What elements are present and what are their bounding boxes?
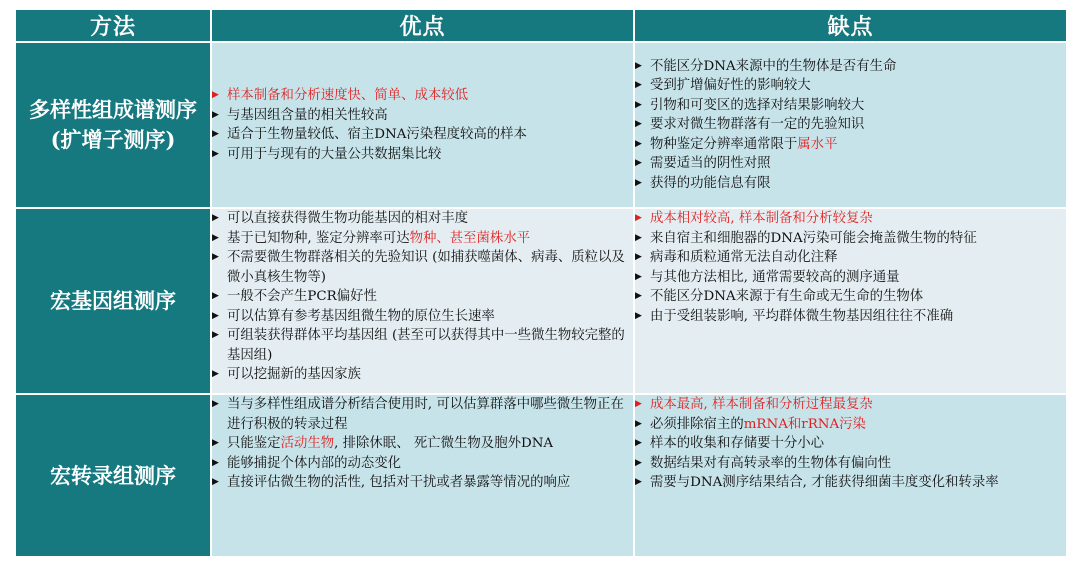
list-item: ▶ 直接评估微生物的活性, 包括对干扰或者暴露等情况的响应: [212, 473, 633, 493]
list-item: ▶ 样本制备和分析速度快、简单、成本较低: [212, 86, 633, 106]
list-item: ▶ 可以估算有参考基因组微生物的原位生长速率: [212, 307, 633, 327]
highlight-text: mRNA和rRNA污染: [743, 416, 866, 432]
list-item: ▶ 来自宿主和细胞器的DNA污染可能会掩盖微生物的特征: [635, 229, 1066, 249]
list-item: ▶ 必须排除宿主的mRNA和rRNA污染: [635, 415, 1066, 435]
list-item: ▶ 能够捕捉个体内部的动态变化: [212, 454, 633, 474]
method-cell: [15, 208, 211, 394]
pros-cell: [211, 394, 634, 557]
list-item: ▶ 可以挖掘新的基因家族: [212, 365, 633, 385]
list-item: ▶ 可组装获得群体平均基因组 (甚至可以获得其中一些微生物较完整的基因组): [212, 326, 633, 365]
highlight-text: 属水平: [797, 136, 838, 152]
list-item: ▶ 与基因组含量的相关性较高: [212, 106, 633, 126]
cons-list: [635, 395, 1066, 493]
method-cell: [15, 42, 211, 208]
pros-list: [212, 86, 633, 164]
list-item: ▶ 适合于生物量较低、宿主DNA污染程度较高的样本: [212, 125, 633, 145]
comparison-table: [14, 8, 1068, 558]
method-label: 宏基因组测序: [50, 288, 176, 313]
list-item: ▶ 受到扩增偏好性的影响较大: [635, 76, 1066, 96]
row-amplicon: [15, 42, 1067, 208]
list-item: ▶ 引物和可变区的选择对结果影响较大: [635, 96, 1066, 116]
list-item: ▶ 当与多样性组成谱分析结合使用时, 可以估算群落中哪些微生物正在进行积极的转录过程: [212, 395, 633, 434]
list-item: ▶ 病毒和质粒通常无法自动化注释: [635, 248, 1066, 268]
method-cell: [15, 394, 211, 557]
cons-list: [635, 209, 1066, 326]
list-item: ▶ 需要与DNA测序结果结合, 才能获得细菌丰度变化和转录率: [635, 473, 1066, 493]
cons-cell: [634, 394, 1067, 557]
pros-cell: [211, 42, 634, 208]
list-item: ▶ 可以直接获得微生物功能基因的相对丰度: [212, 209, 633, 229]
list-item: ▶ 不需要微生物群落相关的先验知识 (如捕获噬菌体、病毒、质粒以及微小真核生物等): [212, 248, 633, 287]
list-item: ▶ 成本最高, 样本制备和分析过程最复杂: [635, 395, 1066, 415]
list-item: ▶ 需要适当的阴性对照: [635, 154, 1066, 174]
pros-list: [212, 395, 633, 493]
list-item: ▶ 一般不会产生PCR偏好性: [212, 287, 633, 307]
list-item: ▶ 由于受组装影响, 平均群体微生物基因组往往不准确: [635, 307, 1066, 327]
cons-cell: [634, 42, 1067, 208]
list-item: ▶ 成本相对较高, 样本制备和分析较复杂: [635, 209, 1066, 229]
list-item: ▶ 不能区分DNA来源于有生命或无生命的生物体: [635, 287, 1066, 307]
list-item: ▶ 获得的功能信息有限: [635, 174, 1066, 194]
cons-list: [635, 57, 1066, 194]
method-label: 宏转录组测序: [50, 462, 176, 488]
header-method: 方法: [15, 9, 211, 42]
list-item: ▶ 与其他方法相比, 通常需要较高的测序通量: [635, 268, 1066, 288]
list-item: ▶ 基于已知物种, 鉴定分辨率可达物种、甚至菌株水平: [212, 229, 633, 249]
list-item: ▶ 样本的收集和存储要十分小心: [635, 434, 1066, 454]
highlight-text: 活动生物: [280, 436, 335, 451]
highlight-text: 物种、甚至菌株水平: [409, 230, 531, 246]
list-item: ▶ 可用于与现有的大量公共数据集比较: [212, 145, 633, 165]
list-item: ▶ 要求对微生物群落有一定的先验知识: [635, 115, 1066, 135]
pros-list: [212, 209, 633, 385]
header-cons: 缺点: [634, 9, 1067, 42]
list-item: ▶ 物种鉴定分辨率通常限于属水平: [635, 135, 1066, 155]
pros-cell: [211, 208, 634, 394]
method-label: 多样性组成谱测序 (扩增子测序): [29, 97, 197, 152]
header-pros: 优点: [211, 9, 634, 42]
row-metagenome: [15, 208, 1067, 394]
list-item: ▶ 数据结果对有高转录率的生物体有偏向性: [635, 454, 1066, 474]
list-item: ▶ 只能鉴定活动生物, 排除休眠、 死亡微生物及胞外DNA: [212, 434, 633, 454]
row-metatranscriptome: [15, 394, 1067, 557]
header-row: [15, 9, 1067, 42]
list-item: ▶ 不能区分DNA来源中的生物体是否有生命: [635, 57, 1066, 77]
cons-cell: [634, 208, 1067, 394]
